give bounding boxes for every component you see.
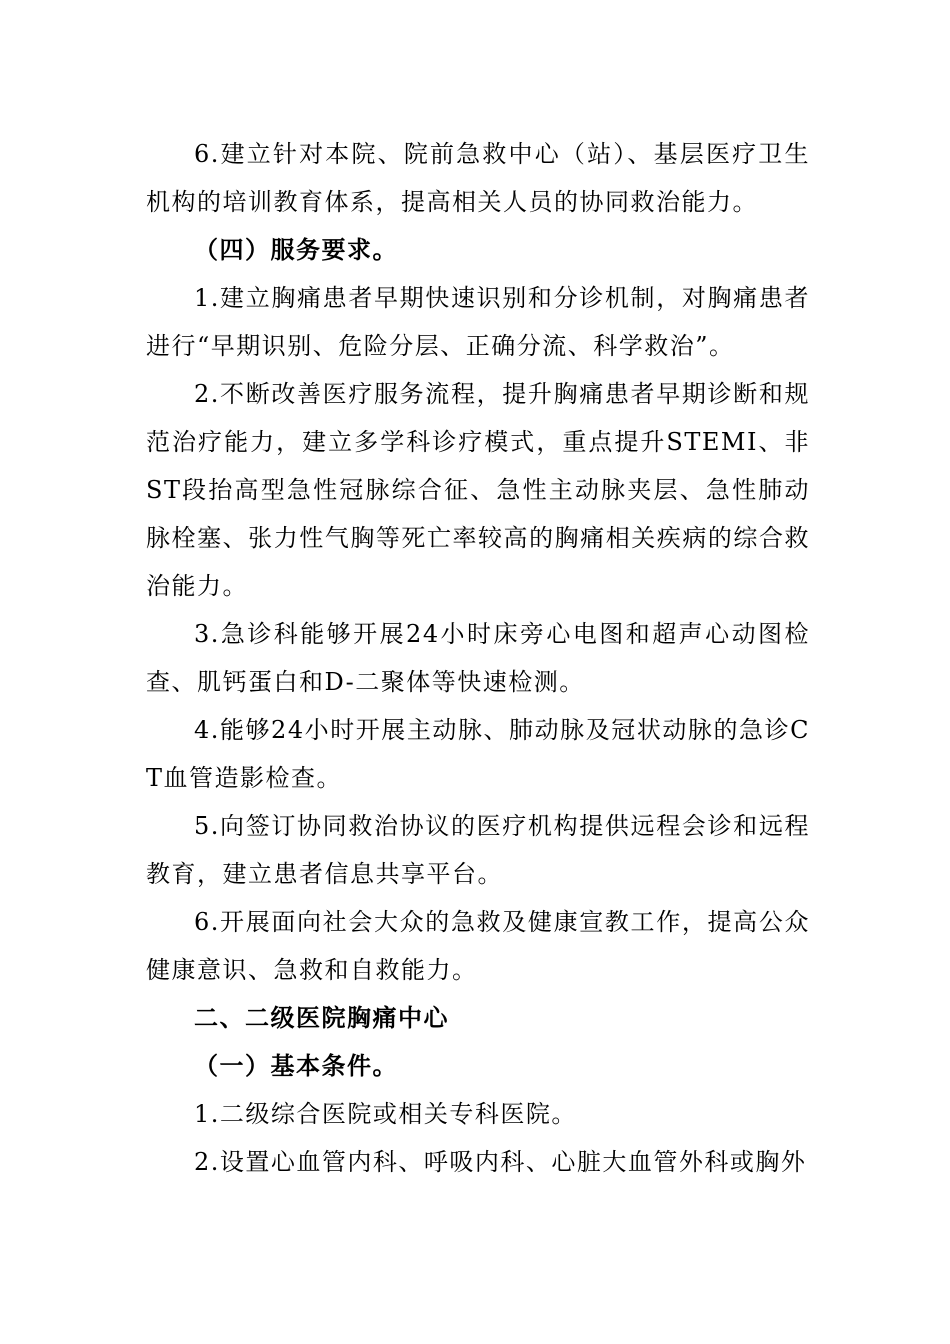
- paragraph-condition-2: 2.设置心血管内科、呼吸内科、心脏大血管外科或胸外: [194, 1148, 807, 1176]
- paragraph-item-5: 5.向签订协同救治协议的医疗机构提供远程会诊和远程教育，建立患者信息共享平台。: [146, 812, 810, 888]
- paragraph-item-2: 2.不断改善医疗服务流程，提升胸痛患者早期诊断和规范治疗能力，建立多学科诊疗模式，重点提升STEMI、非ST段抬高型急性冠脉综合征、急性主动脉夹层、急性肺动脉栓塞、张力性气胸等死亡率较高的胸痛相关疾病的综合救治能力。: [146, 380, 810, 600]
- section-heading-service-requirements: （四）服务要求。: [194, 236, 398, 264]
- chapter-heading-secondary-hospital: 二、二级医院胸痛中心: [194, 1004, 449, 1032]
- paragraph-item-3: 3.急诊科能够开展24小时床旁心电图和超声心动图检查、肌钙蛋白和D-二聚体等快速检测。: [146, 620, 810, 696]
- paragraph-training-system: 6.建立针对本院、院前急救中心（站）、基层医疗卫生机构的培训教育体系，提高相关人员的协同救治能力。: [146, 140, 810, 216]
- paragraph-item-6: 6.开展面向社会大众的急救及健康宣教工作，提高公众健康意识、急救和自救能力。: [146, 908, 810, 984]
- section-heading-basic-conditions: （一）基本条件。: [194, 1052, 398, 1080]
- paragraph-item-1: 1.建立胸痛患者早期快速识别和分诊机制，对胸痛患者进行“早期识别、危险分层、正确分流、科学救治”。: [146, 284, 810, 360]
- document-body: [146, 130, 810, 1186]
- paragraph-item-4: 4.能够24小时开展主动脉、肺动脉及冠状动脉的急诊CT血管造影检查。: [146, 716, 810, 792]
- paragraph-condition-1: 1.二级综合医院或相关专科医院。: [194, 1100, 577, 1128]
